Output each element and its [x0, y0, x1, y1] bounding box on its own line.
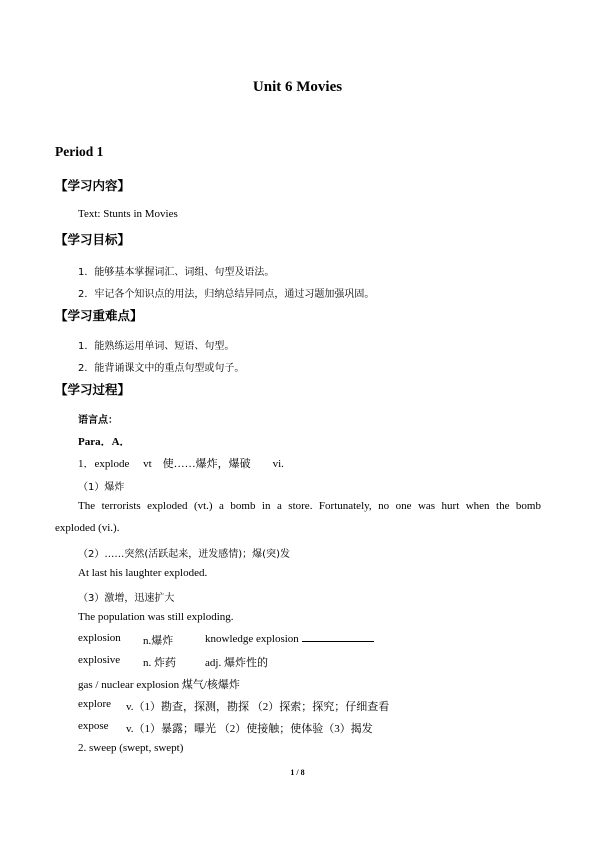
key-item-2: 2．能背诵课文中的重点句型或句子。	[78, 363, 245, 374]
goal-item-1: 1．能够基本掌握词汇、词组、句型及语法。	[78, 267, 275, 278]
language-points-label: 语言点：	[78, 415, 118, 426]
explosion-def: n.爆炸	[143, 635, 174, 647]
section-heading-goals: 【学习目标】	[55, 232, 131, 247]
sense-1: （1）爆炸	[78, 482, 125, 493]
explosion-word: explosion	[78, 632, 121, 644]
expose-def: v.（1）暴露；曝光 （2）使接触；使体验（3）揭发	[126, 723, 373, 735]
sense-2: （2）……突然(活跃起来，迸发感情)；爆(突)发	[78, 549, 290, 560]
explosion-phrase-text: knowledge explosion	[205, 633, 299, 645]
expose-word: expose	[78, 720, 109, 732]
para-label: Para．A．	[78, 436, 131, 448]
explore-def: v.（1）勘查，探测，勘探 （2）探索；探究；仔细查看	[126, 701, 390, 713]
key-item-1: 1．能熟练运用单词、短语、句型。	[78, 341, 235, 352]
explosive-word: explosive	[78, 654, 121, 666]
explore-word: explore	[78, 698, 111, 710]
example-2: At last his laughter exploded.	[78, 567, 208, 579]
explosive-adj-def: adj. 爆炸性的	[205, 657, 268, 669]
fill-in-blank	[302, 632, 374, 642]
explosive-noun-def: n. 炸药	[143, 657, 176, 669]
section-heading-process: 【学习过程】	[55, 382, 131, 397]
sweep-entry: 2. sweep (swept, swept)	[78, 742, 184, 754]
goal-item-2: 2．牢记各个知识点的用法，归纳总结异同点，通过习题加强巩固。	[78, 289, 375, 300]
example-1a: The terrorists exploded (vt.) a bomb in a store. Fortunately, no one was hurt when the bomb	[78, 500, 541, 512]
period-heading: Period 1	[55, 144, 104, 159]
sense-3: （3）激增，迅速扩大	[78, 593, 175, 604]
page-number: 1 / 8	[290, 768, 305, 777]
example-1b: exploded (vi.).	[55, 522, 120, 534]
explode-entry: 1．explode vt 使……爆炸，爆破 vi.	[78, 458, 284, 470]
gas-explosion-line: gas / nuclear explosion 煤气/核爆炸	[78, 679, 240, 691]
section-heading-content: 【学习内容】	[55, 178, 131, 193]
example-3: The population was still exploding.	[78, 611, 234, 623]
content-text: Text: Stunts in Movies	[78, 208, 178, 220]
explosion-phrase	[205, 632, 374, 645]
section-heading-key: 【学习重难点】	[55, 308, 143, 323]
page-title: Unit 6 Movies	[252, 79, 343, 95]
